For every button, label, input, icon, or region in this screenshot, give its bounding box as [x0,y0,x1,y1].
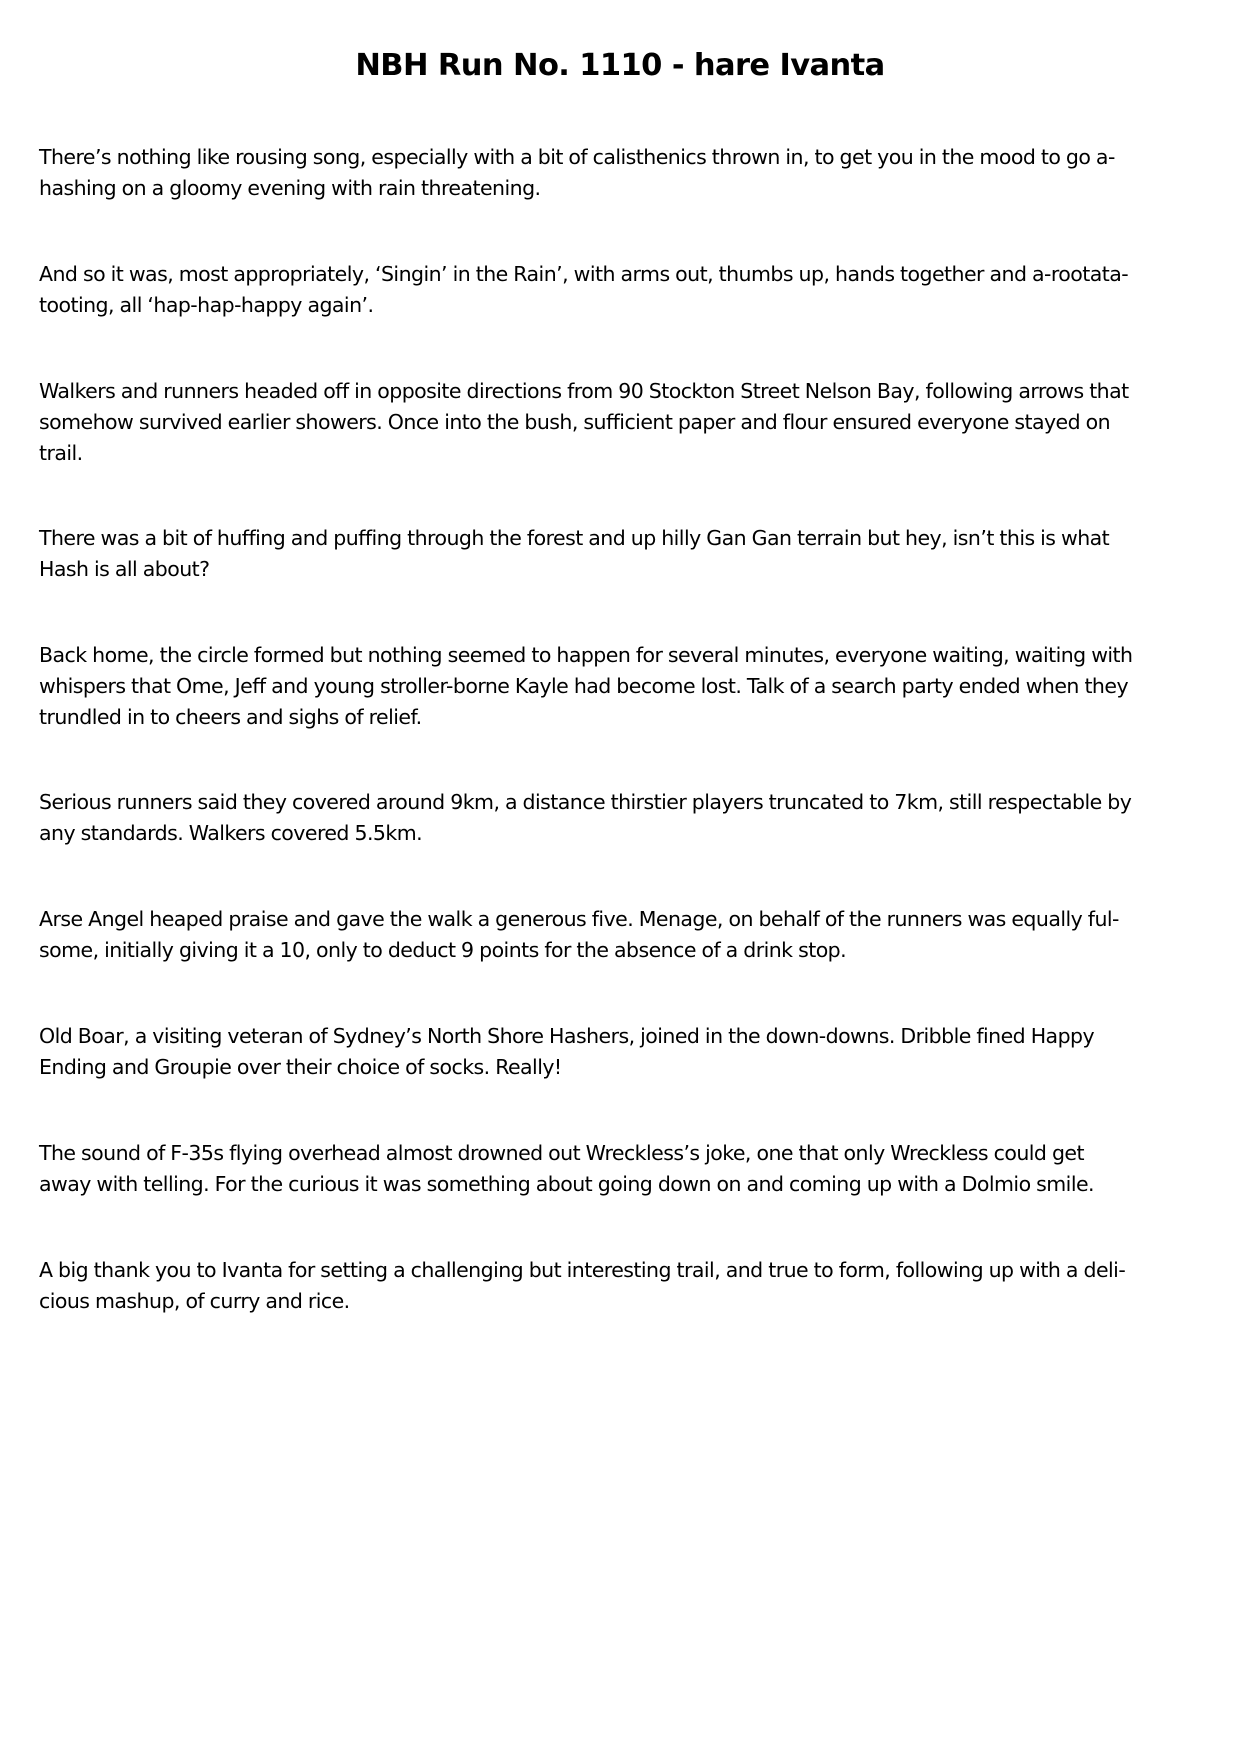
paragraph-line: any standards. Walkers covered 5.5km. [39,821,423,845]
paragraph [39,640,1209,733]
paragraph-line: whispers that Ome, Jeff and young stroller-borne Kayle had become lost. Talk of a search party ended when they [39,674,1129,698]
paragraph-line: Old Boar, a visiting veteran of Sydney’s North Shore Hashers, joined in the down-downs. Dribble fined Happy [39,1024,1095,1048]
paragraph-line: Back home, the circle formed but nothing seemed to happen for several minutes, everyone waiting, waiting with [39,643,1133,667]
paragraph [39,1138,1209,1200]
paragraph-line: The sound of F-35s flying overhead almost drowned out Wreckless’s joke, one that only Wreckless could get [39,1141,1084,1165]
paragraph-line: And so it was, most appropriately, ‘Singin’ in the Rain’, with arms out, thumbs up, hands together and a-rootata- [39,262,1129,286]
paragraph [39,904,1209,966]
paragraph-line: Arse Angel heaped praise and gave the walk a generous five. Menage, on behalf of the runners was equally ful- [39,907,1119,931]
paragraph-line: There’s nothing like rousing song, especially with a bit of calisthenics thrown in, to get you in the mood to go a- [39,145,1115,169]
paragraph [39,787,1209,849]
paragraph-line: away with telling. For the curious it was something about going down on and coming up with a Dolmio smile. [39,1172,1095,1196]
paragraph-line: tooting, all ‘hap-hap-happy again’. [39,293,374,317]
paragraph [39,142,1209,204]
page-title: NBH Run No. 1110 - hare Ivanta [355,48,885,83]
paragraph-line: trail. [39,441,83,465]
paragraph [39,376,1209,469]
paragraph [39,259,1209,321]
paragraph-line: trundled in to cheers and sighs of relief. [39,705,422,729]
paragraph-line: Ending and Groupie over their choice of socks. Really! [39,1055,562,1079]
paragraph-line: Walkers and runners headed off in opposite directions from 90 Stockton Street Nelson Bay, following arrows that [39,379,1129,403]
paragraph-line: some, initially giving it a 10, only to deduct 9 points for the absence of a drink stop. [39,938,847,962]
paragraph [39,1021,1209,1083]
paragraph-line: A big thank you to Ivanta for setting a challenging but interesting trail, and true to form, following up with a deli- [39,1258,1126,1282]
paragraph [39,1255,1209,1317]
paragraph-line: somehow survived earlier showers. Once into the bush, sufficient paper and flour ensured everyone stayed on [39,410,1111,434]
paragraph-line: cious mashup, of curry and rice. [39,1289,350,1313]
paragraph [39,523,1209,585]
paragraph-line: There was a bit of huffing and puffing through the forest and up hilly Gan Gan terrain but hey, isn’t this is what [39,526,1110,550]
paragraph-line: Hash is all about? [39,557,210,581]
paragraph-line: hashing on a gloomy evening with rain threatening. [39,176,541,200]
paragraph-line: Serious runners said they covered around 9km, a distance thirstier players truncated to 7km, still respectable by [39,790,1132,814]
